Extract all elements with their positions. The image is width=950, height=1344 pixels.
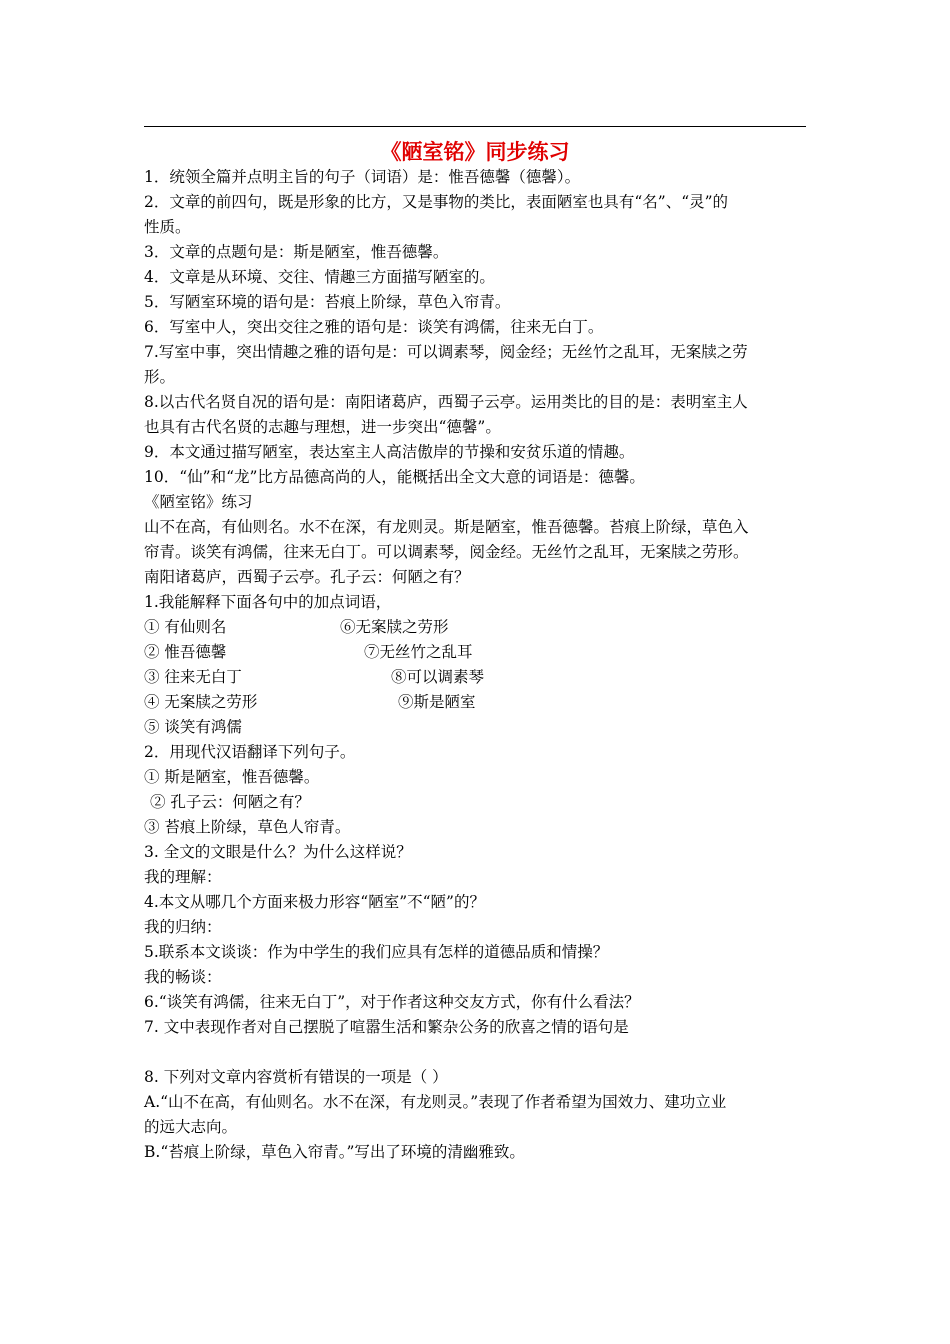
question-5: 5.联系本文谈谈：作为中学生的我们应具有怎样的道德品质和情操？ bbox=[144, 943, 609, 961]
q1-item: ⑤ 谈笑有鸿儒 bbox=[144, 718, 242, 736]
question-4-answer-label: 我的归纳： bbox=[144, 918, 222, 936]
source-text-line-2: 帘青。谈笑有鸿儒，往来无白丁。可以调素琴，阅金经。无丝竹之乱耳，无案牍之劳形。 bbox=[144, 543, 749, 561]
blank-line bbox=[144, 1040, 808, 1065]
source-text-line-3: 南阳诸葛庐，西蜀子云亭。孔子云：何陋之有？ bbox=[144, 568, 470, 586]
question-8-option-b: B.“苔痕上阶绿，草色入帘青。”写出了环境的清幽雅致。 bbox=[144, 1143, 525, 1161]
answer-line-8a: 8.以古代名贤自况的语句是：南阳诸葛庐，西蜀子云亭。运用类比的目的是：表明室主人 bbox=[144, 393, 748, 411]
answer-line-2b: 性质。 bbox=[144, 218, 191, 236]
question-3-answer-label: 我的理解： bbox=[144, 868, 222, 886]
q1-item-row bbox=[144, 690, 808, 715]
q1-item-row bbox=[144, 615, 808, 640]
q1-item: ⑦无丝竹之乱耳 bbox=[364, 643, 473, 661]
answer-line-5: 5．写陋室环境的语句是：苔痕上阶绿，草色入帘青。 bbox=[144, 293, 511, 311]
question-2-item-3: ③ 苔痕上阶绿，草色人帘青。 bbox=[144, 818, 351, 836]
q1-item: ② 惟吾德馨 bbox=[144, 643, 227, 661]
q1-item: ④ 无案牍之劳形 bbox=[144, 693, 258, 711]
question-2-item-2: ② 孔子云：何陋之有？ bbox=[150, 793, 310, 811]
answer-line-7a: 7.写室中事，突出情趣之雅的语句是：可以调素琴，阅金经；无丝竹之乱耳，无案牍之劳 bbox=[144, 343, 748, 361]
answer-line-1: 1．统领全篇并点明主旨的句子（词语）是：惟吾德馨（德馨）。 bbox=[144, 168, 581, 186]
document-body bbox=[144, 165, 808, 1165]
answer-line-8b: 也具有古代名贤的志趣与理想，进一步突出“德馨”。 bbox=[144, 418, 501, 436]
answer-line-3: 3．文章的点题句是：斯是陋室，惟吾德馨。 bbox=[144, 243, 449, 261]
question-5-answer-label: 我的畅谈： bbox=[144, 968, 222, 986]
question-3: 3. 全文的文眼是什么？为什么这样说？ bbox=[144, 843, 412, 861]
question-6: 6.“谈笑有鸿儒，往来无白丁”，对于作者这种交友方式，你有什么看法？ bbox=[144, 993, 640, 1011]
question-8-option-a-line-2: 的远大志向。 bbox=[144, 1118, 238, 1136]
answer-line-7b: 形。 bbox=[144, 368, 176, 386]
question-8: 8. 下列对文章内容赏析有错误的一项是（ ） bbox=[144, 1068, 448, 1086]
header-rule bbox=[144, 126, 806, 127]
q1-item: ① 有仙则名 bbox=[144, 618, 227, 636]
question-4: 4.本文从哪几个方面来极力形容“陋室”不“陋”的？ bbox=[144, 893, 485, 911]
question-8-option-a-line-1: A.“山不在高，有仙则名。水不在深，有龙则灵。”表现了作者希望为国效力、建功立业 bbox=[144, 1093, 727, 1111]
document-title: 《陋室铭》同步练习 bbox=[380, 139, 570, 164]
question-7: 7. 文中表现作者对自己摆脱了喧嚣生活和繁杂公务的欣喜之情的语句是 bbox=[144, 1018, 629, 1036]
q1-item: ⑨斯是陋室 bbox=[398, 693, 476, 711]
q1-item: ③ 往来无白丁 bbox=[144, 668, 242, 686]
exercise-heading: 《陋室铭》练习 bbox=[144, 493, 253, 511]
question-2: 2．用现代汉语翻译下列句子。 bbox=[144, 743, 356, 761]
answer-line-10: 10．“仙”和“龙”比方品德高尚的人，能概括出全文大意的词语是：德馨。 bbox=[144, 468, 645, 486]
q1-item-row bbox=[144, 715, 808, 740]
q1-item-row bbox=[144, 640, 808, 665]
question-1: 1.我能解释下面各句中的加点词语， bbox=[144, 593, 392, 611]
answer-line-4: 4．文章是从环境、交往、情趣三方面描写陋室的。 bbox=[144, 268, 495, 286]
answer-line-2a: 2．文章的前四句，既是形象的比方，又是事物的类比，表面陋室也具有“名”、“灵”的 bbox=[144, 193, 729, 211]
q1-item: ⑥无案牍之劳形 bbox=[340, 618, 449, 636]
q1-item-row bbox=[144, 665, 808, 690]
source-text-line-1: 山不在高，有仙则名。水不在深，有龙则灵。斯是陋室，惟吾德馨。苔痕上阶绿，草色入 bbox=[144, 518, 749, 536]
answer-line-9: 9．本文通过描写陋室，表达室主人高洁傲岸的节操和安贫乐道的情趣。 bbox=[144, 443, 635, 461]
question-2-item-1: ① 斯是陋室，惟吾德馨。 bbox=[144, 768, 320, 786]
q1-item: ⑧可以调素琴 bbox=[391, 668, 485, 686]
answer-line-6: 6．写室中人，突出交往之雅的语句是：谈笑有鸿儒，往来无白丁。 bbox=[144, 318, 604, 336]
